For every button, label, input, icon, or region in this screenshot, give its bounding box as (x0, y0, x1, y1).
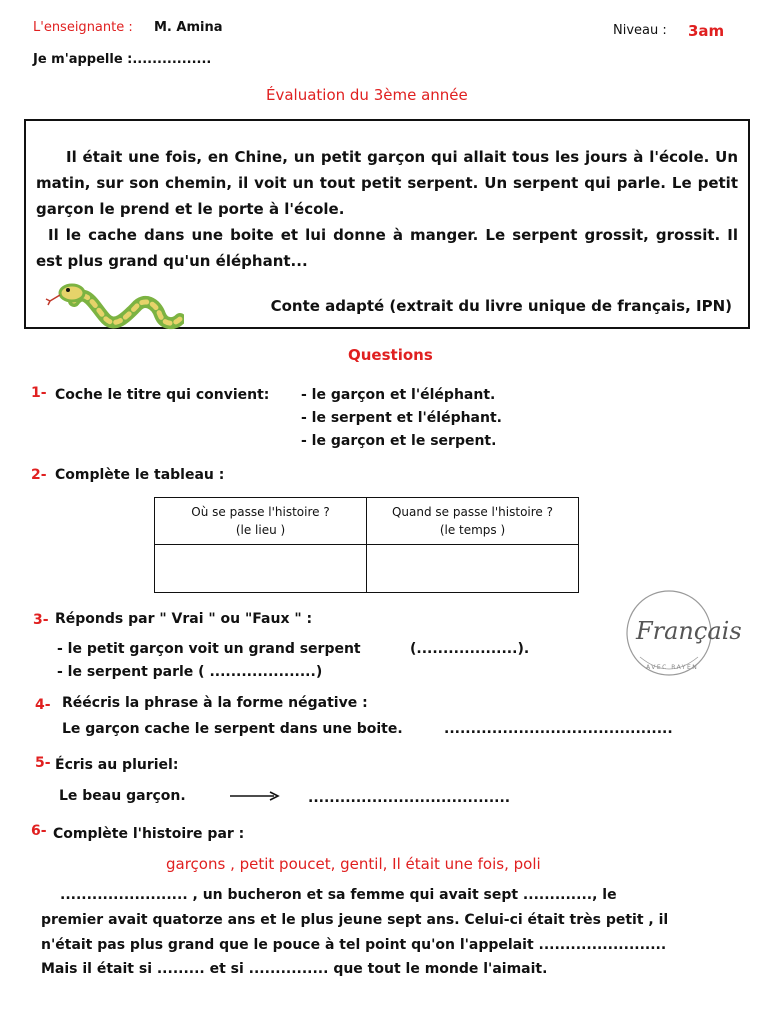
table-header-time (367, 498, 579, 545)
francais-stamp-logo (624, 585, 754, 685)
reading-text-box (24, 119, 750, 329)
q1-option-2[interactable]: - le serpent et l'éléphant. (301, 410, 502, 426)
q3-label: Réponds par " Vrai " ou "Faux " : (55, 611, 313, 627)
q3-item-2[interactable]: - le serpent parle ( ....................) (57, 664, 323, 680)
q2-label: Complète le tableau : (55, 467, 225, 483)
q6-line-3[interactable]: n'était pas plus grand que le pouce à tel point qu'on l'appelait ........................ (41, 937, 667, 953)
level-label: Niveau : (613, 23, 667, 38)
q1-label: Coche le titre qui convient: (55, 387, 270, 403)
table-header-place-line2: (le lieu ) (235, 523, 286, 537)
q6-word-bank: garçons , petit poucet, gentil, Il était une fois, poli (166, 855, 541, 873)
q5-label: Écris au pluriel: (55, 757, 179, 773)
level-value: 3am (688, 22, 725, 40)
q1-number: 1- (31, 385, 47, 401)
arrow-right-icon (230, 790, 280, 802)
questions-title: Questions (348, 346, 433, 364)
q5-number: 5- (35, 755, 51, 771)
q6-number: 6- (31, 823, 47, 839)
table-cell-place[interactable] (155, 545, 367, 593)
teacher-name: M. Amina (154, 20, 223, 35)
table-header-place-line1: Où se passe l'histoire ? (191, 505, 330, 519)
page-title: Évaluation du 3ème année (266, 86, 468, 104)
q4-label: Réécris la phrase à la forme négative : (62, 695, 368, 711)
text-source: Conte adapté (extrait du livre unique de français, IPN) (270, 297, 732, 315)
table-header-time-line2: (le temps ) (439, 523, 506, 537)
q2-number: 2- (31, 467, 47, 483)
q3-number: 3- (33, 612, 49, 628)
snake-icon (44, 279, 184, 331)
q6-line-1[interactable]: ........................ , un bucheron et sa femme qui avait sept ............., le (60, 887, 617, 903)
q6-label: Complète l'histoire par : (53, 826, 245, 842)
q4-number: 4- (35, 697, 51, 713)
text-paragraph-1: Il était une fois, en Chine, un petit garçon qui allait tous les jours à l'école. Un matin, sur son chemin, il voit un tout petit serpent. Un serpent qui parle. Le petit garçon le prend et le porte à l'école. (36, 148, 738, 218)
q4-sentence: Le garçon cache le serpent dans une boite. (62, 721, 403, 737)
place-time-table (154, 497, 579, 593)
q1-option-3[interactable]: - le garçon et le serpent. (301, 433, 497, 449)
table-cell-time[interactable] (367, 545, 579, 593)
name-line: Je m'appelle :................ (33, 52, 212, 67)
q5-phrase: Le beau garçon. (59, 788, 186, 804)
table-header-place (155, 498, 367, 545)
table-header-time-line1: Quand se passe l'histoire ? (391, 505, 553, 519)
stamp-arc-text: AVEC RAYEN (646, 664, 699, 671)
q5-answer-blank[interactable]: ...................................... (308, 790, 511, 806)
q6-line-4[interactable]: Mais il était si ......... et si ............... que tout le monde l'aimait. (41, 961, 548, 977)
q4-answer-blank[interactable]: ........................................... (444, 721, 673, 737)
stamp-word: Français (636, 617, 742, 645)
text-paragraph-2: Il le cache dans une boite et lui donne à manger. Le serpent grossit, grossit. Il est plus grand qu'un éléphant... (36, 226, 738, 270)
teacher-label: L'enseignante : (33, 20, 133, 35)
q6-line-2: premier avait quatorze ans et le plus jeune sept ans. Celui-ci était très petit , il (41, 912, 669, 928)
q1-option-1[interactable]: - le garçon et l'éléphant. (301, 387, 496, 403)
q3-item-1-blank[interactable]: (...................). (410, 641, 530, 657)
q3-item-1: - le petit garçon voit un grand serpent (57, 641, 361, 657)
